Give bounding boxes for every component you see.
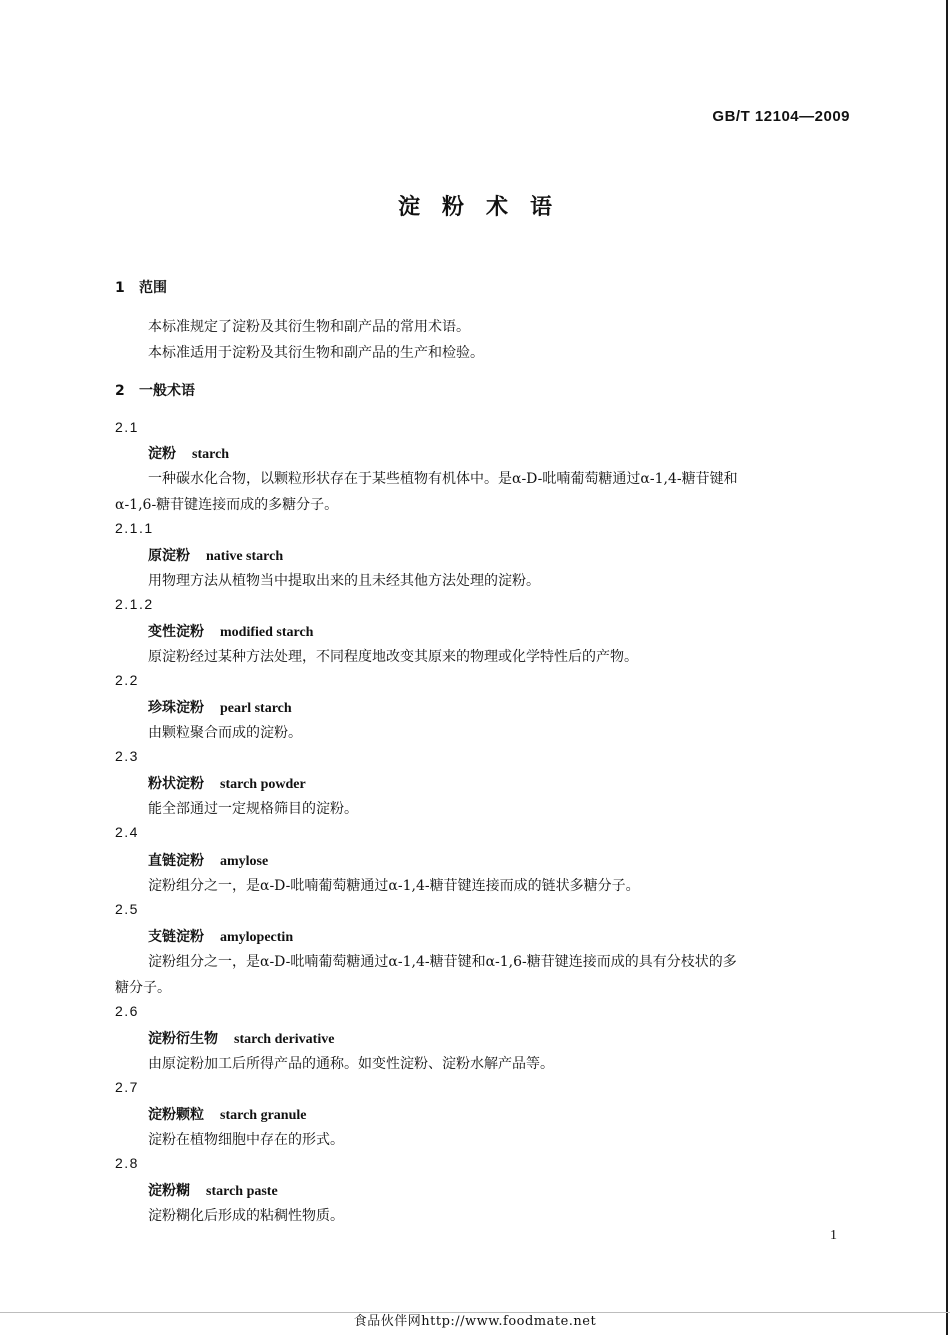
term-cn: 变性淀粉 xyxy=(148,624,204,640)
term-definition: 原淀粉经过某种方法处理，不同程度地改变其原来的物理或化学特性后的产物。 xyxy=(148,649,638,665)
term-en: starch granule xyxy=(220,1108,307,1123)
term-definition: 一种碳水化合物，以颗粒形状存在于某些植物有机体中。是α-D-吡喃葡萄糖通过α-1,4-糖苷键和 xyxy=(148,471,738,487)
term-cn: 珍珠淀粉 xyxy=(148,700,204,716)
term-definition: 能全部通过一定规格筛目的淀粉。 xyxy=(148,801,358,817)
section-heading-general-terms xyxy=(115,380,195,400)
term-definition: 用物理方法从植物当中提取出来的且未经其他方法处理的淀粉。 xyxy=(148,573,540,589)
term-cn: 原淀粉 xyxy=(148,548,190,564)
entry-number: 2.1.2 xyxy=(115,596,154,612)
term-heading xyxy=(148,926,293,946)
term-heading xyxy=(148,1180,278,1200)
entry-number: 2.4 xyxy=(115,824,139,840)
term-definition: 淀粉组分之一，是α-D-吡喃葡萄糖通过α-1,4-糖苷键连接而成的链状多糖分子。 xyxy=(148,878,640,894)
term-heading xyxy=(148,1104,306,1124)
section-heading-scope xyxy=(115,277,167,297)
scope-paragraph: 本标准适用于淀粉及其衍生物和副产品的生产和检验。 xyxy=(148,345,484,361)
term-definition: 由原淀粉加工后所得产品的通称。如变性淀粉、淀粉水解产品等。 xyxy=(148,1056,554,1072)
term-cn: 粉状淀粉 xyxy=(148,776,204,792)
entry-number: 2.8 xyxy=(115,1155,139,1171)
term-heading xyxy=(148,443,229,463)
footer-watermark-link[interactable]: 食品伙伴网http://www.foodmate.net xyxy=(353,1314,597,1329)
term-cn: 淀粉颗粒 xyxy=(148,1107,204,1123)
term-heading xyxy=(148,773,306,793)
standard-code: GB/T 12104—2009 xyxy=(712,108,850,125)
term-heading xyxy=(148,850,268,870)
term-heading xyxy=(148,1028,334,1048)
term-cn: 淀粉 xyxy=(148,446,176,462)
term-cn: 直链淀粉 xyxy=(148,853,204,869)
term-definition-continued: α-1,6-糖苷键连接而成的多糖分子。 xyxy=(115,497,339,513)
term-en: starch powder xyxy=(220,777,306,792)
term-definition: 淀粉在植物细胞中存在的形式。 xyxy=(148,1132,344,1148)
term-heading xyxy=(148,545,283,565)
page-number: 1 xyxy=(830,1228,837,1243)
term-en: modified starch xyxy=(220,625,314,640)
section-label: 一般术语 xyxy=(139,383,195,399)
entry-number: 2.5 xyxy=(115,901,139,917)
section-number: 2 xyxy=(115,383,125,399)
entry-number: 2.1.1 xyxy=(115,520,154,536)
entry-number: 2.2 xyxy=(115,672,139,688)
term-en: amylopectin xyxy=(220,930,294,945)
term-en: pearl starch xyxy=(220,701,292,716)
term-definition: 淀粉组分之一，是α-D-吡喃葡萄糖通过α-1,4-糖苷键和α-1,6-糖苷键连接而成的具有分枝状的多 xyxy=(148,954,737,970)
document-title: 淀粉术语 xyxy=(397,195,574,220)
term-en: native starch xyxy=(206,549,284,564)
section-number: 1 xyxy=(115,280,125,296)
term-heading xyxy=(148,697,292,717)
term-en: starch derivative xyxy=(234,1032,335,1047)
entry-number: 2.3 xyxy=(115,748,139,764)
term-definition: 淀粉糊化后形成的粘稠性物质。 xyxy=(148,1208,344,1224)
term-cn: 淀粉糊 xyxy=(148,1183,190,1199)
term-heading xyxy=(148,621,313,641)
term-definition: 由颗粒聚合而成的淀粉。 xyxy=(148,725,302,741)
term-en: starch xyxy=(192,447,230,462)
section-label: 范围 xyxy=(139,280,167,296)
term-cn: 淀粉衍生物 xyxy=(148,1031,218,1047)
term-definition-continued: 糖分子。 xyxy=(115,980,171,996)
term-en: starch paste xyxy=(206,1184,278,1199)
term-cn: 支链淀粉 xyxy=(148,929,204,945)
entry-number: 2.6 xyxy=(115,1003,139,1019)
scope-paragraph: 本标准规定了淀粉及其衍生物和副产品的常用术语。 xyxy=(148,319,470,335)
entry-number: 2.7 xyxy=(115,1079,139,1095)
term-en: amylose xyxy=(220,854,269,869)
entry-number: 2.1 xyxy=(115,419,139,435)
